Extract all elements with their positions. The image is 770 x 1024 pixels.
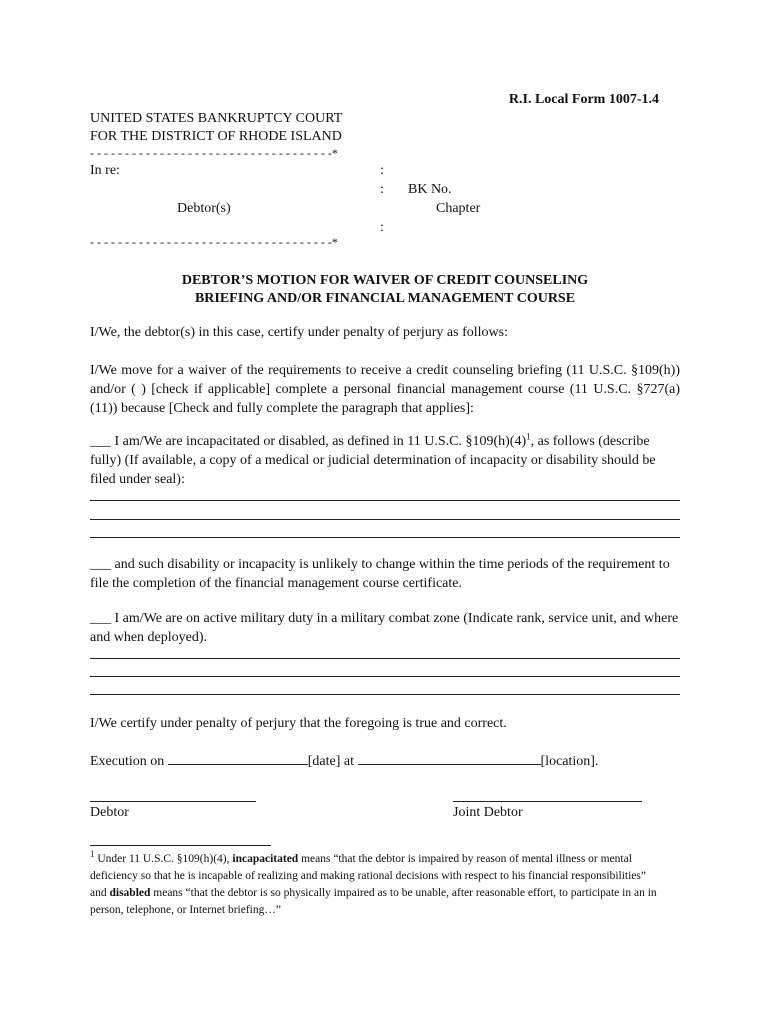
caption-top-dash-line: - - - - - - - - - - - - - - - - - - - - - - - - - - - - - - - - - - -* bbox=[90, 146, 338, 160]
incapacitated-checkbox-blank[interactable]: ___ bbox=[90, 434, 111, 449]
date-field[interactable] bbox=[168, 752, 308, 765]
incapacity-description-line-3[interactable] bbox=[90, 537, 680, 538]
chapter-label: Chapter bbox=[436, 201, 481, 216]
bk-no-label: BK No. bbox=[408, 182, 452, 197]
court-name-line1: UNITED STATES BANKRUPTCY COURT bbox=[90, 111, 343, 126]
military-description-line-1[interactable] bbox=[90, 658, 680, 659]
unlikely-to-change-paragraph: ___ and such disability or incapacity is unlikely to change within the time periods of the requirement to file the completion of the financial management course certificate. bbox=[90, 557, 670, 591]
military-description-line-3[interactable] bbox=[90, 694, 680, 695]
debtor-signature-label: Debtor bbox=[90, 805, 129, 820]
footnote: $^1$ Under 11 U.S.C. §109(h)(4), incapacitated means “that the debtor is impaired by reason of mental illness or mental deficiency so that he is incapable of realizing and making rational decisions with respect to his financial responsibilities” and disabled means “that the debtor is so physically impaired as to be unable, after reasonable effort, to participate in an in person, telephone, or Internet briefing…” bbox=[90, 849, 657, 916]
joint-debtor-signature-label: Joint Debtor bbox=[453, 805, 523, 820]
military-duty-paragraph: ___ I am/We are on active military duty in a military combat zone (Indicate rank, service unit, and where and when deployed). bbox=[90, 611, 679, 645]
caption-bottom-dash-line: - - - - - - - - - - - - - - - - - - - - - - - - - - - - - - - - - - -* bbox=[90, 235, 338, 249]
caption-colon: : bbox=[380, 182, 384, 197]
caption-colon: : bbox=[380, 163, 384, 178]
form-id: R.I. Local Form 1007-1.4 bbox=[508, 92, 659, 107]
waiver-motion-paragraph: I/We move for a waiver of the requirements to receive a credit counseling briefing (11 U.S.C. §109(h)) and/or ( ) [check if applicable] complete a personal financial management course (11 U.S.C. §727(a)(11)) because [Check and fully complete the paragraph that applies]: bbox=[90, 363, 680, 416]
military-description-line-2[interactable] bbox=[90, 676, 680, 677]
caption-colon: : bbox=[380, 220, 384, 235]
footnote-separator bbox=[90, 845, 271, 846]
motion-title-line1: DEBTOR’S MOTION FOR WAIVER OF CREDIT COUNSELING bbox=[181, 273, 589, 288]
incapacitated-paragraph: ___ I am/We are incapacitated or disabled, as defined in 11 U.S.C. $\S 109(h)(4)^1$, as follows (describe fully) (If available, a copy of a medical or judicial determination of incapacity or disability should be filed under seal): bbox=[90, 431, 656, 487]
joint-debtor-signature-line[interactable] bbox=[453, 801, 642, 802]
location-field[interactable] bbox=[358, 752, 541, 765]
footnote-marker: 1 bbox=[90, 849, 95, 860]
debtors-label: Debtor(s) bbox=[177, 201, 231, 216]
court-name-line2: FOR THE DISTRICT OF RHODE ISLAND bbox=[90, 129, 342, 144]
execution-line: Execution on [date] at [location]. bbox=[90, 754, 599, 769]
certify-true-statement: I/We certify under penalty of perjury that the foregoing is true and correct. bbox=[90, 716, 507, 731]
certify-intro: I/We, the debtor(s) in this case, certify under penalty of perjury as follows: bbox=[90, 325, 508, 340]
in-re-label: In re: bbox=[90, 163, 120, 178]
debtor-signature-line[interactable] bbox=[90, 801, 256, 802]
motion-title-line2: BRIEFING AND/OR FINANCIAL MANAGEMENT COURSE bbox=[194, 291, 576, 306]
unlikely-checkbox-blank[interactable]: ___ bbox=[90, 557, 111, 572]
incapacity-description-line-1[interactable] bbox=[90, 500, 680, 501]
incapacity-description-line-2[interactable] bbox=[90, 519, 680, 520]
military-checkbox-blank[interactable]: ___ bbox=[90, 611, 111, 626]
footnote-ref: 1 bbox=[526, 431, 531, 442]
